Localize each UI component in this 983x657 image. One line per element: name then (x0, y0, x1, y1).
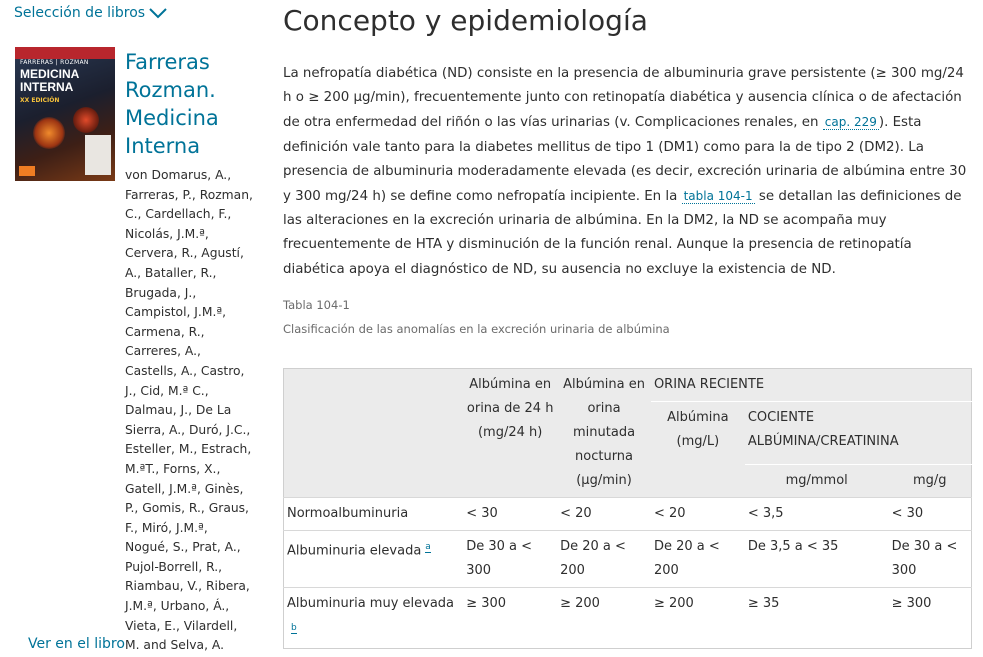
chapter-229-link[interactable]: cap. 229 (824, 115, 877, 130)
header-orina-reciente: ORINA RECIENTE (651, 369, 972, 402)
header-cociente: COCIENTE ALBÚMINA/CREATININA (745, 402, 972, 465)
table-caption: Clasificación de las anomalías en la excreción urinaria de albúmina (283, 322, 670, 336)
chevron-down-icon (149, 7, 167, 19)
book-cover-image[interactable] (15, 47, 115, 181)
table-label: Tabla 104-1 (283, 298, 350, 312)
book-title-link[interactable]: Farreras Rozman. Medicina Interna (125, 50, 219, 158)
header-albumina-mgl: Albúmina (mg/L) (651, 402, 745, 498)
page-title: Concepto y epidemiología (283, 4, 648, 37)
publisher-logo (19, 166, 35, 176)
header-24h: Albúmina en orina de 24 h (mg/24 h) (463, 369, 557, 498)
cover-edition: XX EDICIÓN (20, 97, 60, 104)
body-paragraph: La nefropatía diabética (ND) consiste en la presencia de albuminuria grave persistente (≥ 300 mg/24 h o ≥ 200 µg/min), frecuentemente junto con retinopatía diabética y ausencia clínica o de afectación de otra enfermedad del riñón o las vías urinarias (v. Complicaciones renales, en cap. 229 ). Esta definición vale tanto para la diabetes mellitus de tipo 1 (DM1) como para la de tipo 2 (DM2). La presencia de albuminuria moderadamente elevada (es decir, excreción urinaria de albúmina entre 30 y 300 mg/24 h) se define como nefropatía incipiente. En la tabla 104-1 se detallan las definiciones de las alteraciones en la excreción urinaria de albúmina. En la DM2, la ND se acompaña muy frecuentemente de HTA y disminución de la función renal. Aunque la presencia de retinopatía diabética apoya el diagnóstico de ND, su ausencia no excluye la existencia de ND. (283, 66, 967, 277)
cover-brand: FARRERAS | ROZMAN (20, 59, 89, 66)
header-mgmmol: mg/mmol (745, 465, 889, 498)
header-mgg: mg/g (889, 465, 972, 498)
albumin-classification-table (283, 368, 972, 649)
book-authors: von Domarus, A., Farreras, P., Rozman, C., Cardellach, F., Nicolás, J.M.ª, Cervera, R., Agustí, A., Bataller, R., Brugada, J., Campistol, J.M.ª, Carmena, R., Carreres, A., Castells, A., Castro, J., Cid, M.ª C., Dalmau, J., De La Sierra, A., Duró, J.C., Esteller, M., Estrach, M.ªT., Forns, X., Gatell, J.M.ª, Ginès, P., Gomis, R., Graus, F., Miró, J.M.ª, Nogué, S., Prat, A., Pujol-Borrell, R., Riambau, V., Ribera, J.M.ª, Urbano, Á., Vieta, E., Vilardell, M. and Selva, A. (125, 168, 253, 653)
table-row: Albuminuria elevada $^a$ De 30 a < 300 De 20 a < 200 De 20 a < 200 De 3,5 a < 35 De 30 a < 300 (284, 531, 972, 588)
footnote-a-link[interactable]: a (425, 542, 431, 552)
cover-illustration (33, 117, 65, 149)
footnote-b-link[interactable]: b (291, 623, 297, 633)
row-label: Normoalbuminuria (284, 498, 464, 531)
book-selection-label: Selección de libros (14, 5, 146, 21)
row-label: Albuminuria muy elevada $^b$ (284, 588, 464, 649)
cover-title: MEDICINA INTERNA (20, 67, 79, 94)
book-selection-toggle[interactable] (14, 5, 167, 21)
table-row: Albuminuria muy elevada $^b$ ≥ 300 ≥ 200 ≥ 200 ≥ 35 ≥ 300 (284, 588, 972, 649)
header-nocturnal: Albúmina en orina minutada nocturna (µg/min) (557, 369, 651, 498)
table-row: Normoalbuminuria < 30 < 20 < 20 < 3,5 < 30 (284, 498, 972, 531)
see-in-book-link[interactable]: Ver en el libro (28, 636, 125, 652)
row-label: Albuminuria elevada $^a$ (284, 531, 464, 588)
table-104-1-link[interactable]: tabla 104-1 (683, 189, 753, 204)
